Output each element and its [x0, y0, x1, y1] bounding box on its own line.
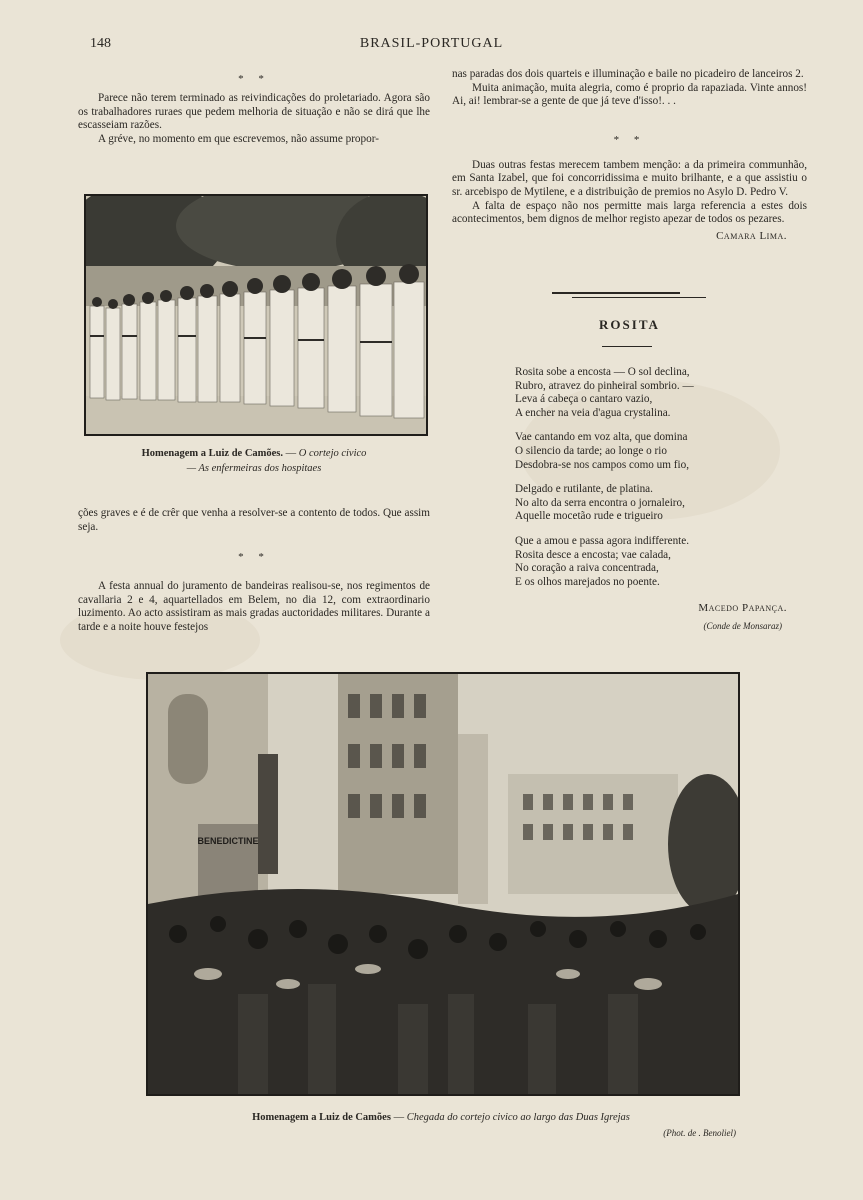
- caption-italic: — As enfermeiras dos hospitaes: [186, 463, 322, 474]
- poem-line: Rubro, atravez do pinheiral sombrio. —: [515, 379, 694, 392]
- section-stars: * *: [238, 551, 270, 564]
- divider-rule: [572, 297, 706, 298]
- poem-title: ROSITA: [599, 317, 660, 332]
- poem-line: Leva á cabeça o cantaro vazio,: [515, 393, 653, 406]
- divider-rule: [552, 292, 680, 294]
- photo-credit: (Phot. de . Benoliel): [663, 1128, 736, 1138]
- poem-line: Rosita sobe a encosta — O sol declina,: [515, 366, 690, 378]
- poem-line: Delgado e rutilante, de platina.: [515, 483, 653, 496]
- paragraph: ções graves e é de crêr que venha a resolver-se a contento de todos. Que assim seja.: [78, 507, 430, 533]
- paragraph: Duas outras festas merecem tambem menção: a da primeira communhão, em Santa Izabel, que foi concorridissima e muito brilhante, e a que assistiu o sr. arcebispo de Mytilene, e a distribuição de premios no Asylo D. Pedro V.: [452, 158, 807, 198]
- poem-line: Vae cantando em voz alta, que domina: [515, 431, 688, 444]
- poem-signature: Macedo Papança.: [698, 602, 787, 614]
- paragraph: A gréve, no momento em que escrevemos, não assume propor-: [98, 132, 379, 145]
- right-column: [452, 68, 807, 242]
- paragraph: Muita animação, muita alegria, como é proprio da rapaziada. Vinte annos! Ai, ai! lembrar-se a gente de que já teve d'isso!. . .: [452, 81, 807, 108]
- section-stars: * *: [613, 133, 646, 146]
- photo1-caption: [84, 446, 424, 476]
- photo-nurses-procession: [84, 194, 428, 436]
- running-title: BRASIL-PORTUGAL: [359, 36, 504, 51]
- poem-line: Desdobra-se nos campos como um fio,: [515, 458, 689, 471]
- caption-dash: —: [393, 1112, 407, 1123]
- poem-stanza: [515, 535, 815, 589]
- photo2-caption: [146, 1110, 736, 1125]
- poem-stanza: [515, 483, 815, 524]
- paragraph: Parece não terem terminado as reivindicações do proletariado. Agora são os trabalhadores ruraes que pedem melhoria de situação e não se dirá que lhe escasseiam razões.: [78, 92, 430, 132]
- caption-dash: —: [285, 448, 297, 459]
- poem-line: No alto da serra encontra o jornaleiro,: [515, 496, 685, 509]
- section-stars: * *: [238, 73, 270, 85]
- left-column-mid: [78, 507, 430, 635]
- paragraph: A falta de espaço não nos permitte mais larga referencia a estes dois acontecimentos, bem dignos de melhor registo apezar de todos os pezares.: [452, 199, 807, 226]
- poem-line: A encher na veia d'agua crystalina.: [515, 406, 671, 419]
- poem-line: O silencio da tarde; ao longe o rio: [515, 444, 667, 457]
- photo-procession-arrival: [146, 672, 740, 1096]
- poem-line: Rosita desce a encosta; vae calada,: [515, 548, 671, 561]
- page-number: 148: [90, 36, 111, 51]
- photo-nurses-image: [86, 196, 426, 434]
- poem-line: Aquelle mocetão rude e trigueiro: [515, 510, 663, 523]
- poem-signature-sub: (Conde de Monsaraz): [703, 621, 782, 631]
- caption-italic: Chegada do cortejo civico ao largo das Duas Igrejas: [406, 1112, 630, 1123]
- poem-body: [515, 366, 815, 600]
- photo-procession-image: [148, 674, 738, 1094]
- paragraph: A festa annual do juramento de bandeiras realisou-se, nos regimentos de cavallaria 2 e 4, aquartellados em Belem, no dia 12, com extraordinario luzimento. Ao acto assistiram as mais gradas auctoridades militares. Durante a tarde e a noite houve festejos: [78, 580, 430, 633]
- poem-line: E os olhos marejados no poente.: [515, 575, 660, 588]
- caption-italic: O cortejo civico: [298, 448, 367, 459]
- poem-stanza: [515, 366, 815, 420]
- caption-bold: Homenagem a Luiz de Camões: [252, 1112, 391, 1123]
- poem-line: Que a amou e passa agora indifferente.: [515, 534, 690, 547]
- benedictine-sign: BENEDICTINE: [197, 836, 259, 846]
- poem-stanza: [515, 431, 815, 472]
- paragraph: nas paradas dos dois quarteis e illuminação e baile no picadeiro de lanceiros 2.: [452, 68, 804, 80]
- signature: Camara Lima.: [716, 229, 787, 242]
- title-underline: [602, 346, 652, 347]
- caption-bold: Homenagem a Luiz de Camões.: [141, 448, 284, 459]
- left-column-top: [78, 66, 430, 146]
- poem-line: No coração a raiva concentrada,: [515, 562, 659, 575]
